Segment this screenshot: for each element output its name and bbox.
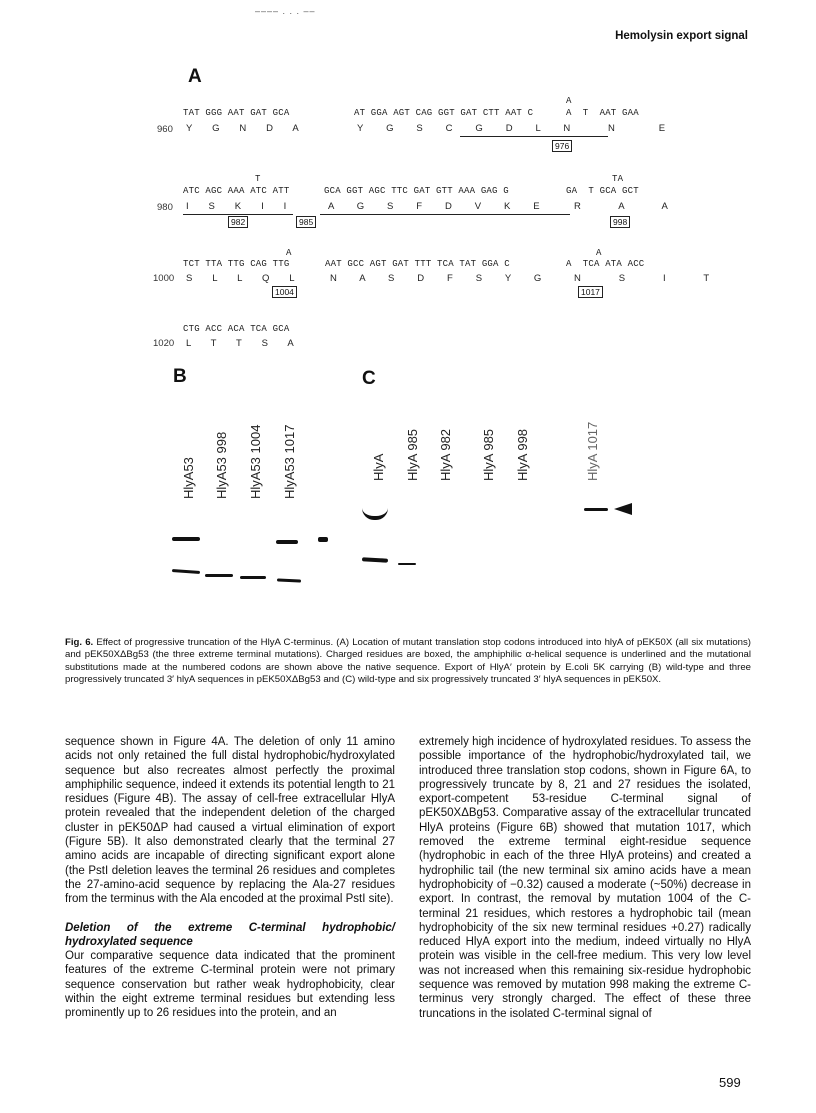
dna-sequence: A TCA ATA ACC [566, 259, 645, 269]
aa-sequence: Y G N D A [186, 123, 299, 134]
lane-label: HlyA53 1017 [282, 424, 297, 499]
codon-number-box: 985 [296, 216, 316, 228]
arrow-icon [614, 503, 632, 515]
dna-sequence: A T AAT GAA [566, 108, 639, 118]
aa-sequence: N S I T [574, 273, 710, 284]
gel-band [276, 540, 298, 544]
gel-band [362, 508, 388, 520]
aa-sequence: L T T S A [186, 338, 294, 349]
paragraph: Our comparative sequence data indicated that the prominent features of the extreme C-terminal protein were not primary sequence conservation but rather weak hydrophobicity, clear within the eight extreme terminal residues but extending less prominently up to 26 residues into the protein, and an [65, 950, 395, 1020]
panel-c-label: C [362, 368, 376, 389]
aa-sequence: N A S D F S Y G [330, 273, 542, 284]
paragraph: extremely high incidence of hydroxylated residues. To assess the possible importance of the hydrophobic/hydroxylated tail, we introduced three translation stop codons, shown in Figure 6A, to progressively truncate by 8, 21 and 27 residues the isolated, export-competent 53-residue C-terminal signal of pEK50XΔBg53. Comparative assay of the extracellular truncated HlyA proteins (Figure 6B) showed that mutation 1017, which removed the extreme terminal eight-residue sequence (hydrophobic in each of the three HlyA proteins) and created a hydrophilic tail (the new terminal six amino acids have a mean hydrophobicity of −0.32) caused a moderate (~50%) decrease in export. In contrast, the removal by mutation 1004 of the C-terminal 21 residues, which restores a hydrophobic tail (mean hydrophobicity of the six new terminal residues +0.27) radically reduced HlyA export into the medium, indeed virtually no HlyA protein was visible in the cell-free medium. This very low level was not increased when this remaining six-residue hydrophobic sequence was removed by mutation 998 making the extreme C-terminus very strongly charged. The effect of these three truncations in the isolated C-terminal signal of [419, 736, 751, 1020]
aa-sequence: S L L Q L [186, 273, 295, 284]
lane-label: HlyA 998 [515, 428, 530, 481]
mutation-note: A [566, 96, 572, 106]
codon-number-box: 1004 [272, 286, 297, 298]
mutation-note: A [286, 248, 292, 258]
codon-number-box: 982 [228, 216, 248, 228]
paragraph: sequence shown in Figure 4A. The deletion of only 11 amino acids not only retained the full distal hydrophobic/hydroxylated sequence but also recreates almost perfectly the proximal amphiphilic sequence, indeed it extends its potential length to 21 residues (Figure 4B). The assay of cell-free extracellular HlyA protein revealed that the independent deletion of the charged cluster in pEK50ΔP had caused a virtual elimination of export (Figure 5B). It also demonstrated clearly that the terminal 27 amino acids are incapable of directing significant export alone (the PstI deletion leaves the terminal 26 residues and completes the 27-amino-acid sequence by replacing the Ala-27 residues from the terminus with the Ala encoded at the proximal PstI site). [65, 736, 395, 906]
codon-number-box: 1017 [578, 286, 603, 298]
row-number: 980 [157, 202, 173, 213]
aa-sequence: I S K I I [186, 201, 287, 212]
aa-sequence: A G S F D V K E [328, 201, 540, 212]
lane-label: HlyA 985 [481, 428, 496, 481]
dna-sequence: TCT TTA TTG CAG TTG [183, 259, 290, 269]
gel-band [362, 557, 388, 562]
right-column [419, 735, 751, 1021]
row-number: 1000 [153, 273, 175, 284]
gel-band [398, 563, 416, 565]
aa-sequence: R A A [574, 201, 668, 212]
gel-band [240, 576, 266, 579]
lane-label: HlyA [371, 453, 386, 481]
dna-sequence: CTG ACC ACA TCA GCA [183, 324, 290, 334]
amphiphilic-underline [460, 136, 608, 137]
mutation-note: T [255, 174, 261, 184]
gel-band [277, 578, 301, 582]
dna-sequence: TAT GGG AAT GAT GCA [183, 108, 290, 118]
gel-band [172, 569, 200, 574]
codon-number-box: 976 [552, 140, 572, 152]
amphiphilic-underline [183, 214, 293, 215]
mutation-note: TA [612, 174, 624, 184]
dna-sequence: AAT GCC AGT GAT TTT TCA TAT GGA C [325, 259, 510, 269]
row-number: 960 [157, 124, 173, 135]
aa-sequence: Y G S C G D L N [357, 123, 571, 134]
amphiphilic-underline [320, 214, 570, 215]
caption-text: Effect of progressive truncation of the HlyA C-terminus. (A) Location of mutant translation stop codons introduced into hlyA of pEK50X (all six mutations) and pEK50XΔBg53 (the three extreme terminal mutations). Charged residues are boxed, the amphiphilic α-helical sequence is underlined and the mutational substitutions made at the numbered codons are shown above the native sequence. Export of HlyA′ protein by E.coli 5K carrying (B) wild-type and three progressively truncated 3′ hlyA sequences in pEK50XΔBg53 and (C) wild-type and six progressively truncated 3′ hlyA sequences in pEK50X. [65, 637, 751, 686]
aa-sequence: N E [608, 123, 666, 134]
left-column [65, 735, 395, 1021]
dna-sequence: AT GGA AGT CAG GGT GAT CTT AAT C [354, 108, 534, 118]
caption-label: Fig. 6. [65, 637, 94, 648]
lane-label: HlyA 985 [405, 428, 420, 481]
lane-label: HlyA 1017 [585, 421, 600, 481]
figure-caption [65, 637, 751, 687]
gel-band [205, 574, 233, 577]
gel-band [172, 537, 200, 541]
lane-label: HlyA 982 [438, 428, 453, 481]
section-subheading: Deletion of the extreme C-terminal hydrophobic/ hydroxylated sequence [65, 921, 395, 948]
top-marks: –––– . . . –– [255, 6, 316, 16]
lane-label: HlyA53 998 [214, 431, 229, 499]
dna-sequence: GCA GGT AGC TTC GAT GTT AAA GAG G [324, 186, 509, 196]
mutation-note: A [596, 248, 602, 258]
page-number: 599 [719, 1075, 741, 1090]
panel-b-label: B [173, 366, 187, 387]
lane-label: HlyA53 1004 [248, 424, 263, 499]
codon-number-box: 998 [610, 216, 630, 228]
gel-band [318, 537, 328, 542]
panel-a-label: A [188, 66, 202, 87]
gel-band [584, 508, 608, 511]
dna-sequence: GA T GCA GCT [566, 186, 639, 196]
dna-sequence: ATC AGC AAA ATC ATT [183, 186, 290, 196]
lane-label: HlyA53 [181, 457, 196, 499]
running-title: Hemolysin export signal [615, 30, 748, 42]
row-number: 1020 [153, 338, 175, 349]
